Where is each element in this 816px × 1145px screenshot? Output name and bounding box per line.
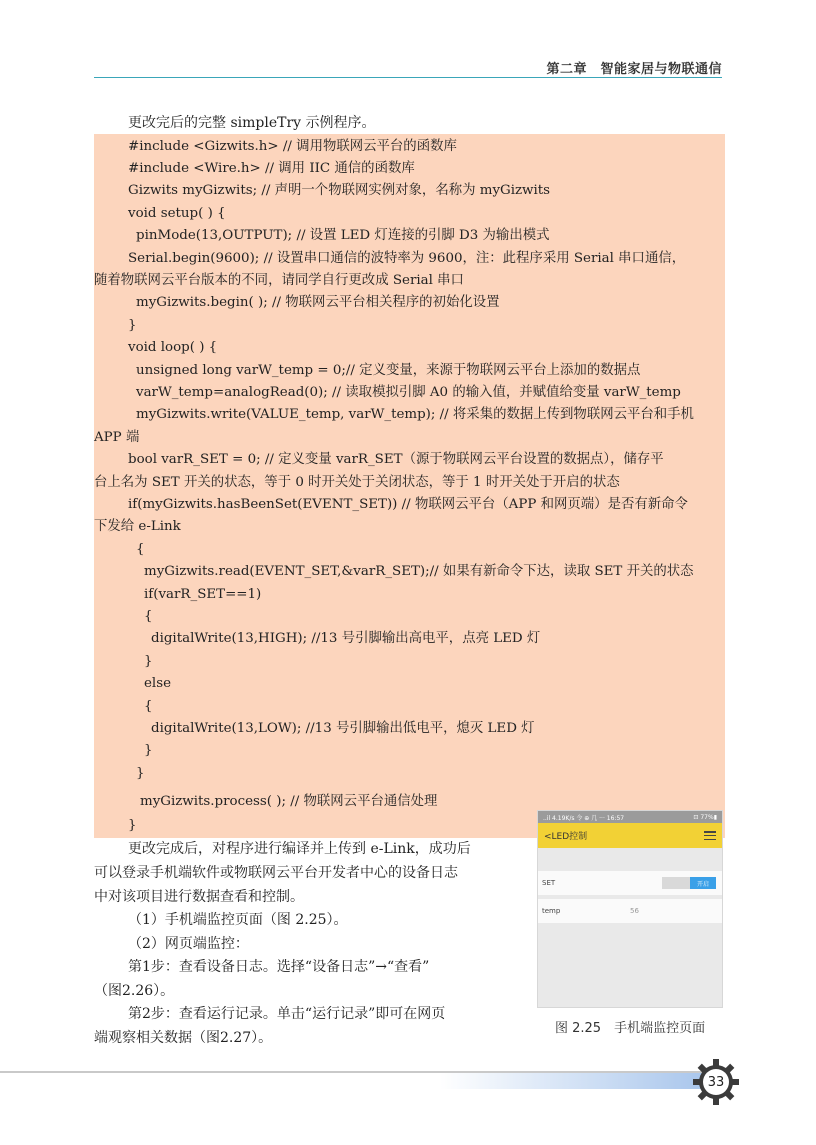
code-line: else xyxy=(144,676,172,691)
code-line: } xyxy=(144,654,153,669)
toggle-on-label: 开启 xyxy=(690,877,716,889)
code-line: Gizwits myGizwits; // 声明一个物联网实例对象，名称为 myGizwits xyxy=(128,183,551,198)
code-line: if(varR_SET==1) xyxy=(144,587,262,602)
code-line: 随着物联网云平台版本的不同，请同学自行更改成 Serial 串口 xyxy=(94,273,464,288)
page-number: 33 xyxy=(707,1074,725,1090)
set-toggle[interactable] xyxy=(662,877,716,889)
code-line: myGizwits.begin( ); // 物联网云平台相关程序的初始化设置 xyxy=(136,295,500,310)
body-line: （2）网页端监控： xyxy=(128,936,249,952)
code-line: digitalWrite(13,LOW); //13 号引脚输出低电平，熄灭 LED 灯 xyxy=(151,721,535,736)
code-line: unsigned long varW_temp = 0;// 定义变量，来源于物联网云平台上添加的数据点 xyxy=(136,363,641,378)
code-line: { xyxy=(144,699,153,714)
phone-screenshot xyxy=(537,810,723,1008)
set-row xyxy=(538,871,722,895)
code-line: Serial.begin(9600); // 设置串口通信的波特率为 9600，注：此程序采用 Serial 串口通信， xyxy=(128,251,686,266)
temp-row xyxy=(538,899,722,923)
code-line: { xyxy=(144,609,153,624)
code-line: } xyxy=(136,766,145,781)
body-line: 更改完成后，对程序进行编译并上传到 e-Link，成功后 xyxy=(128,841,471,857)
temp-label: temp xyxy=(542,907,561,915)
figure-caption: 图 2.25 手机端监控页面 xyxy=(555,1021,706,1036)
menu-icon[interactable] xyxy=(704,831,716,840)
code-line: myGizwits.process( ); // 物联网云平台通信处理 xyxy=(140,794,438,809)
code-line: if(myGizwits.hasBeenSet(EVENT_SET)) // 物联网云平台（APP 和网页端）是否有新命令 xyxy=(128,497,688,512)
code-line: #include <Wire.h> // 调用 IIC 通信的函数库 xyxy=(128,161,415,176)
code-line: varW_temp=analogRead(0); // 读取模拟引脚 A0 的输入值，并赋值给变量 varW_temp xyxy=(136,385,681,400)
code-line: APP 端 xyxy=(94,430,140,445)
body-line: 第1步：查看设备日志。选择“设备日志”→“查看” xyxy=(128,959,430,975)
code-line: 下发给 e-Link xyxy=(94,519,181,534)
body-line: 中对该项目进行数据查看和控制。 xyxy=(94,889,304,905)
code-line: void loop( ) { xyxy=(128,340,218,355)
code-line: bool varR_SET = 0; // 定义变量 varR_SET（源于物联网云平台设置的数据点），储存平 xyxy=(128,452,664,467)
body-line: 端观察相关数据（图2.27）。 xyxy=(94,1030,273,1046)
code-line: void setup( ) { xyxy=(128,206,226,221)
body-line: 第2步：查看运行记录。单击“运行记录”即可在网页 xyxy=(128,1006,446,1022)
code-line: myGizwits.write(VALUE_temp, varW_temp); // 将采集的数据上传到物联网云平台和手机 xyxy=(136,407,694,422)
code-line: } xyxy=(128,818,137,833)
body-line: 可以登录手机端软件或物联网云平台开发者中心的设备日志 xyxy=(94,865,458,881)
intro-text: 更改完后的完整 simpleTry 示例程序。 xyxy=(128,115,376,131)
code-line: digitalWrite(13,HIGH); //13 号引脚输出高电平，点亮 LED 灯 xyxy=(151,631,541,646)
code-line: { xyxy=(136,542,145,557)
back-title[interactable]: <LED控制 xyxy=(544,832,588,842)
chapter-header: 第二章 智能家居与物联通信 xyxy=(546,62,722,77)
code-line: } xyxy=(144,743,153,758)
header-rule xyxy=(94,77,722,78)
code-line: pinMode(13,OUTPUT); // 设置 LED 灯连接的引脚 D3 为输出模式 xyxy=(136,228,550,243)
temp-value: 56 xyxy=(630,907,639,915)
phone-status-bar xyxy=(538,811,722,823)
phone-app-bar xyxy=(538,823,722,848)
code-block xyxy=(94,134,725,838)
code-line: #include <Gizwits.h> // 调用物联网云平台的函数库 xyxy=(128,139,457,154)
footer-band xyxy=(440,1073,705,1089)
set-label: SET xyxy=(542,879,556,887)
status-right: ⊡ 77%▮ xyxy=(693,813,717,821)
code-line: } xyxy=(128,318,137,333)
status-left: ..il 4.19K/s 令 ⊕ 几 ··· 16:57 xyxy=(543,814,625,822)
code-line: myGizwits.read(EVENT_SET,&varR_SET);// 如果有新命令下达，读取 SET 开关的状态 xyxy=(144,564,694,579)
body-line: （1）手机端监控页面（图 2.25）。 xyxy=(128,912,348,928)
body-line: （图2.26）。 xyxy=(94,983,175,999)
code-line: 台上名为 SET 开关的状态，等于 0 时开关处于关闭状态，等于 1 时开关处于开启的状态 xyxy=(94,475,620,490)
